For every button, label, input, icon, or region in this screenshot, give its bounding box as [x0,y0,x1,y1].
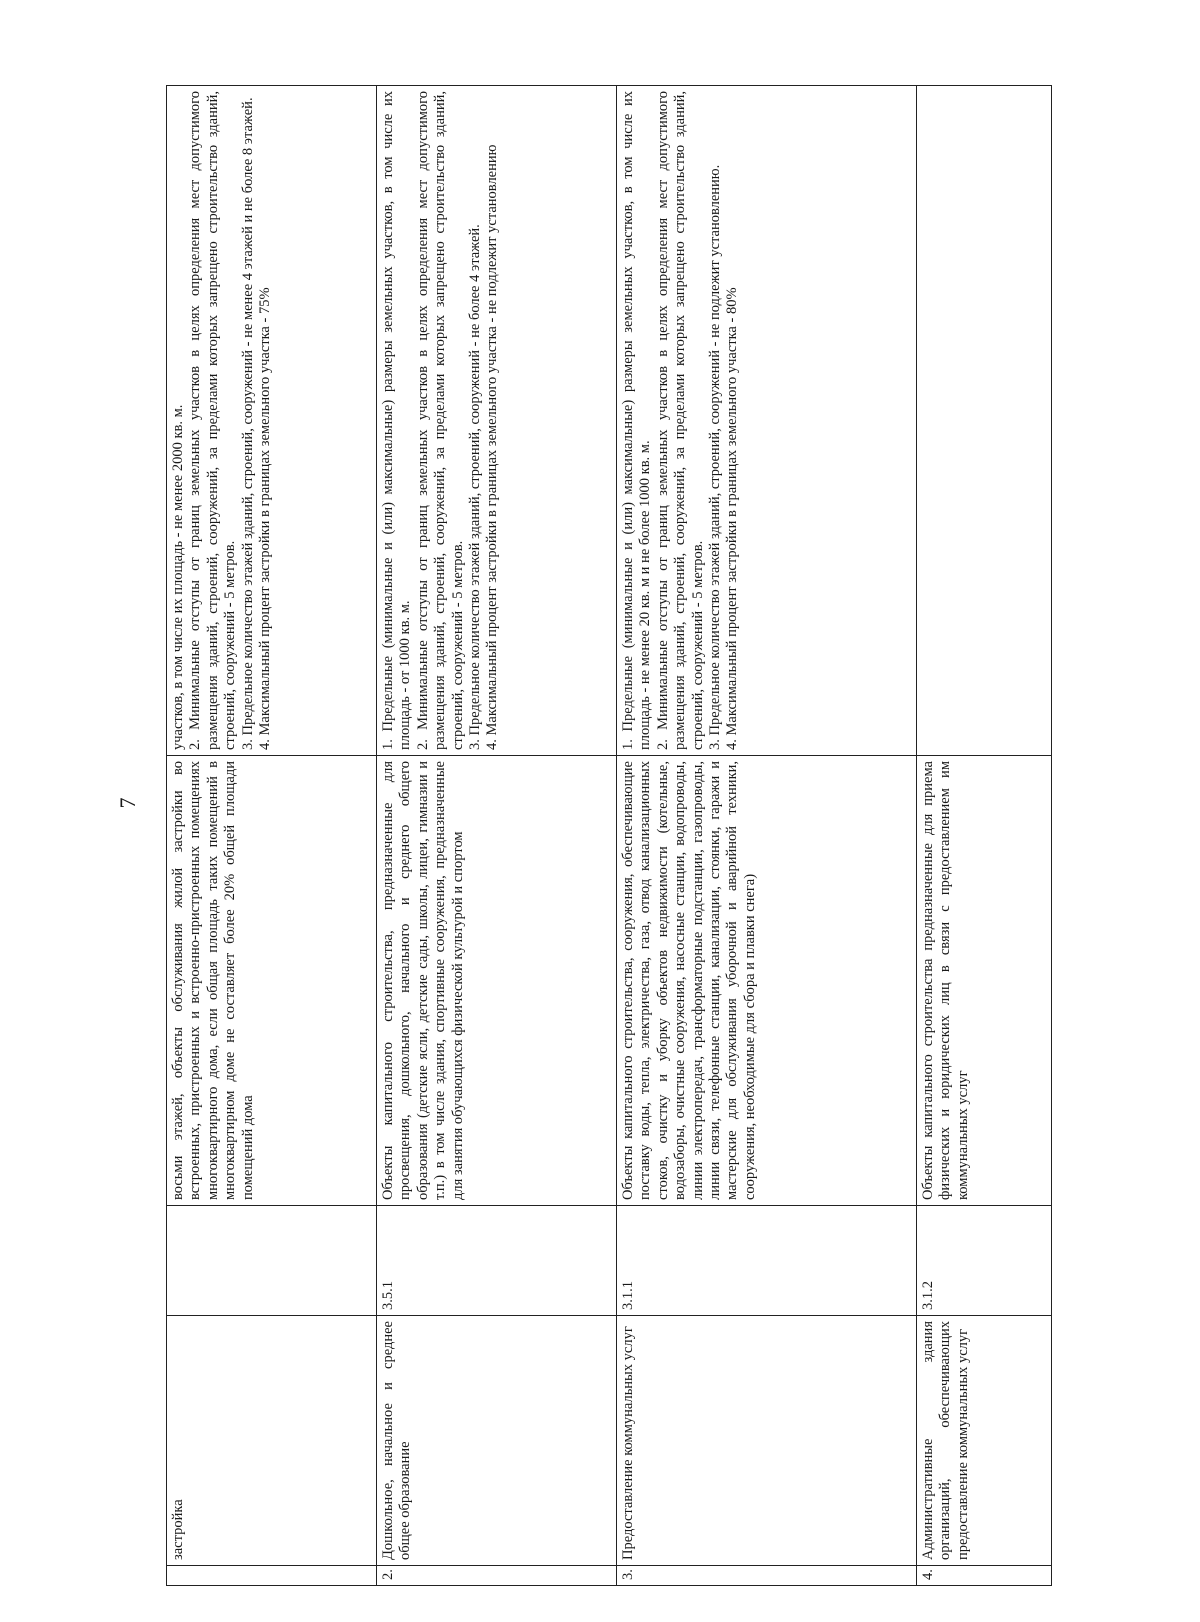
use-type-description: Объекты капитального строительства предназначенные для приема физических и юридических лиц в связи с предоставлением им коммунальных услуг [917,756,1052,1206]
construction-parameters [917,86,1052,756]
parameter-item: 1. Предельные (минимальные и (или) максимальные) размеры земельных участков, в том числе их площадь - от 1000 кв. м. [380,91,414,750]
parameter-item: 4. Максимальный процент застройки в границах земельного участка - не подлежит установлению [484,144,501,750]
parameter-item: 3. Предельное количество этажей зданий, строений, сооружений - не более 4 этажей. [466,224,483,750]
parameter-item: 2. Минимальные отступы от границ земельных участков в целях определения мест допустимого размещения зданий, строений, сооружений, за пределами которых запрещено строительство зданий, строений, сооружений - 5 метров. [654,91,706,750]
use-type-code: 3.5.1 [377,1206,617,1316]
parameter-item: 1. Предельные (минимальные и (или) максимальные) размеры земельных участков, в том числе их площадь - не менее 20 кв. м и не более 1000 кв. м. [620,91,654,750]
document-sheet [166,86,1052,1586]
use-type-code: 3.1.1 [617,1206,917,1316]
parameter-item: 2. Минимальные отступы от границ земельных участков в целях определения мест допустимого размещения зданий, строений, сооружений, за пределами которых запрещено строительство зданий, строений, сооружений - 5 метров. [414,91,466,750]
use-type-name: Дошкольное, начальное и среднее общее образование [377,1316,617,1566]
parameter-item: 4. Максимальный процент застройки в границах земельного участка - 75% [256,287,273,750]
parameter-item: 2. Минимальные отступы от границ земельных участков в целях определения мест допустимого размещения зданий, строений, сооружений, за пределами которых запрещено строительство зданий, строений, сооружений - 5 метров. [187,91,239,750]
use-type-name: застройка [167,1316,377,1566]
use-type-name: Административные здания организаций, обеспечивающих предоставление коммунальных услуг [917,1316,1052,1566]
parameter-item: 3. Предельное количество этажей зданий, строений, сооружений - не менее 4 этажей и не более 8 этажей. [239,97,256,750]
use-type-code: 3.1.2 [917,1206,1052,1316]
parameter-item: участков, в том числе их площадь - не менее 2000 кв. м. [170,404,186,750]
table-row [917,86,1052,1586]
row-number: 2. [377,1566,617,1586]
construction-parameters [617,86,917,756]
parameter-item: 3. Предельное количество этажей зданий, строений, сооружений - не подлежит установлению. [706,164,723,750]
row-number: 3. [617,1566,917,1586]
parameter-item: 4. Максимальный процент застройки в границах земельного участка - 80% [724,287,741,750]
row-number: 4. [917,1566,1052,1586]
row-number [167,1566,377,1586]
table-row [377,86,617,1586]
construction-parameters [167,86,377,756]
use-type-code [167,1206,377,1316]
use-type-description: Объекты капитального строительства, сооружения, обеспечивающие поставку воды, тепла, электричества, газа, отвод канализационных стоков, очистку и уборку объектов недвижимости (котельные, водозаборы, очистные сооружения, насосные станции, водопроводы, линии электропередач, трансформаторные подстанции, газопроводы, линии связи, телефонные станции, канализации, стоянки, гаражи и мастерские для обслуживания уборочной и аварийной техники, сооружения, необходимые для сбора и плавки снега) [617,756,917,1206]
construction-parameters [377,86,617,756]
page-number: 7 [115,797,140,809]
use-type-description: восьми этажей, объекты обслуживания жилой застройки во встроенных, пристроенных и встроенно-пристроенных помещениях многоквартирного дома, если общая площадь таких помещений в многоквартирном доме не составляет более 20% общей площади помещений дома [167,756,377,1206]
land-use-table [166,85,1052,1586]
use-type-description: Объекты капитального строительства, предназначенные для просвещения, дошкольного, начального и среднего общего образования (детские ясли, детские сады, школы, лицеи, гимназии и т.п.) в том числе здания, спортивные сооружения, предназначенные для занятия обучающихся физической культурой и спортом [377,756,617,1206]
use-type-name: Предоставление коммунальных услуг [617,1316,917,1566]
table-row [617,86,917,1586]
table-row [167,86,377,1586]
